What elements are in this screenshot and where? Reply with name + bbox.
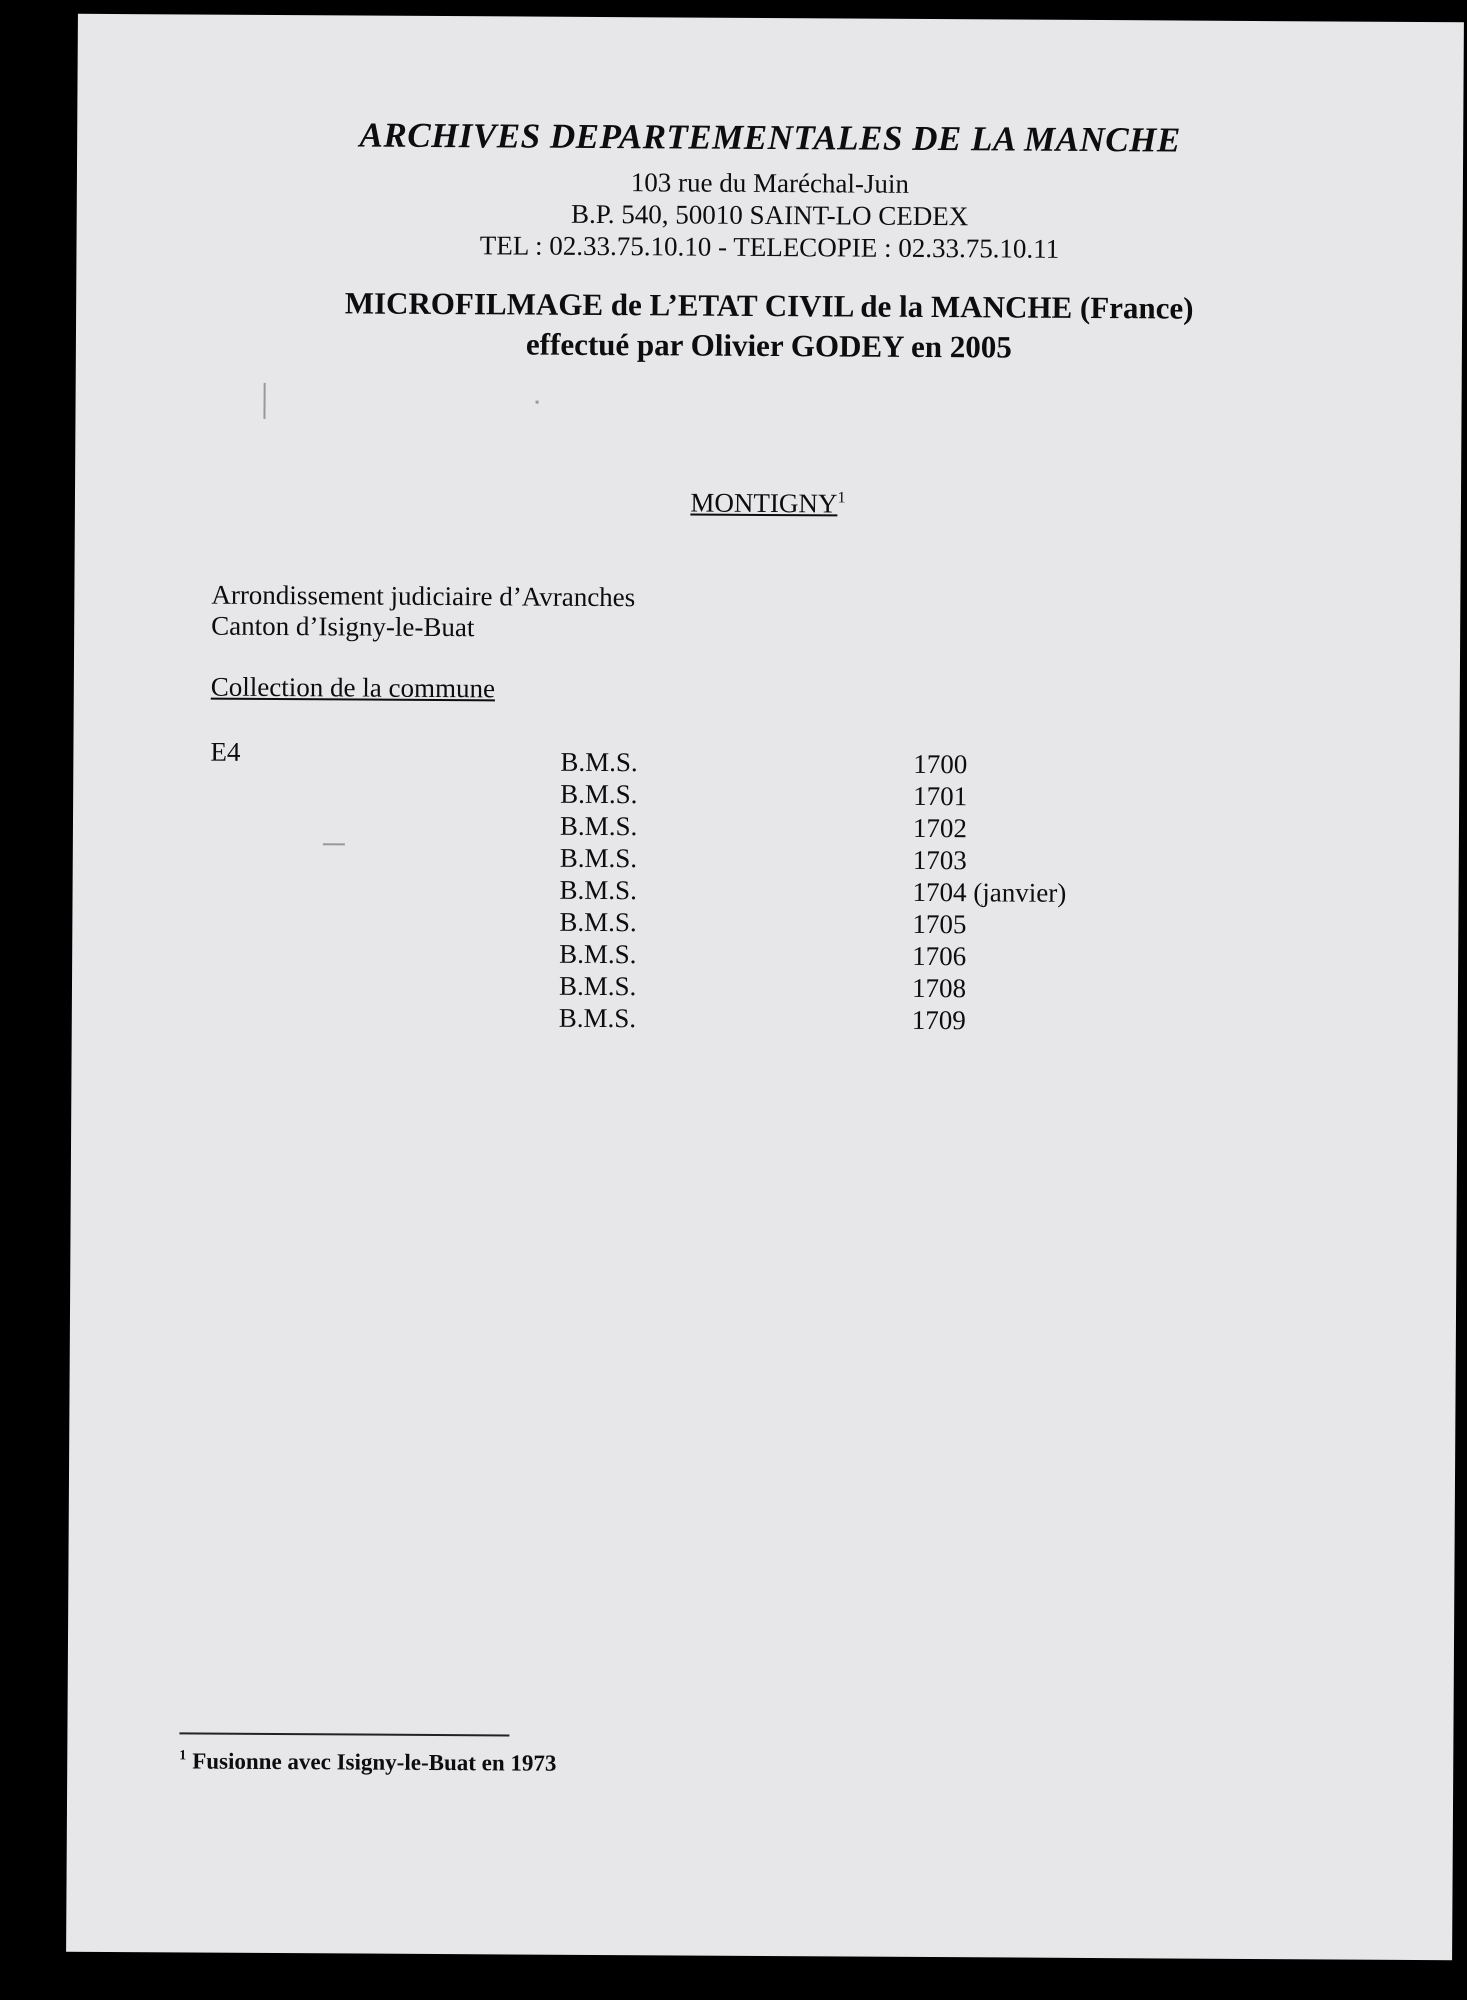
register-year: 1703 [912, 844, 967, 876]
commune-heading [75, 484, 1461, 523]
register-type: B.M.S. [559, 842, 638, 874]
scan-artifact [263, 383, 265, 419]
scan-artifact [536, 401, 539, 404]
register-type: B.M.S. [558, 970, 637, 1002]
collection-heading: Collection de la commune [210, 671, 496, 704]
register-type: B.M.S. [559, 874, 637, 906]
canton: Canton d’Isigny-le-Buat [211, 610, 475, 643]
address-phone-fax: TEL : 02.33.75.10.10 - TELECOPIE : 02.33.75.10.11 [479, 230, 1060, 264]
footnote-divider [179, 1732, 509, 1736]
register-year: 1709 [911, 1004, 966, 1036]
register-year: 1704 (janvier) [912, 876, 1067, 908]
footnote [179, 1748, 556, 1776]
register-type: B.M.S. [560, 778, 638, 810]
scan-artifact [323, 843, 345, 845]
footnote-text: Fusionne avec Isigny-le-Buat en 1973 [192, 1748, 557, 1776]
register-year: 1700 [913, 748, 968, 780]
arrondissement: Arrondissement judiciaire d’Avranches [211, 579, 636, 613]
address-street: 103 rue du Maréchal-Juin [630, 167, 910, 199]
register-year: 1708 [911, 972, 967, 1004]
register-year: 1702 [912, 812, 968, 844]
footnote-reference: 1 [837, 489, 846, 507]
register-type: B.M.S. [559, 810, 638, 842]
address-postal: B.P. 540, 50010 SAINT-LO CEDEX [570, 198, 969, 232]
institution-title: ARCHIVES DEPARTEMENTALES DE LA MANCHE [359, 115, 1181, 160]
archive-cote: E4 [210, 736, 241, 767]
register-type: B.M.S. [558, 1002, 637, 1034]
commune-name: MONTIGNY [690, 487, 838, 519]
document-title-line2: effectué par Olivier GODEY en 2005 [525, 326, 1012, 365]
register-year: 1701 [913, 780, 968, 812]
register-type: B.M.S. [559, 938, 637, 970]
register-type: B.M.S. [560, 746, 638, 778]
register-year: 1706 [912, 940, 967, 972]
register-year: 1705 [912, 908, 967, 940]
document-page [66, 14, 1464, 1960]
document-title-line1: MICROFILMAGE de L’ETAT CIVIL de la MANCHE (France) [344, 285, 1194, 326]
footnote-number: 1 [179, 1748, 187, 1764]
register-type: B.M.S. [559, 906, 637, 938]
